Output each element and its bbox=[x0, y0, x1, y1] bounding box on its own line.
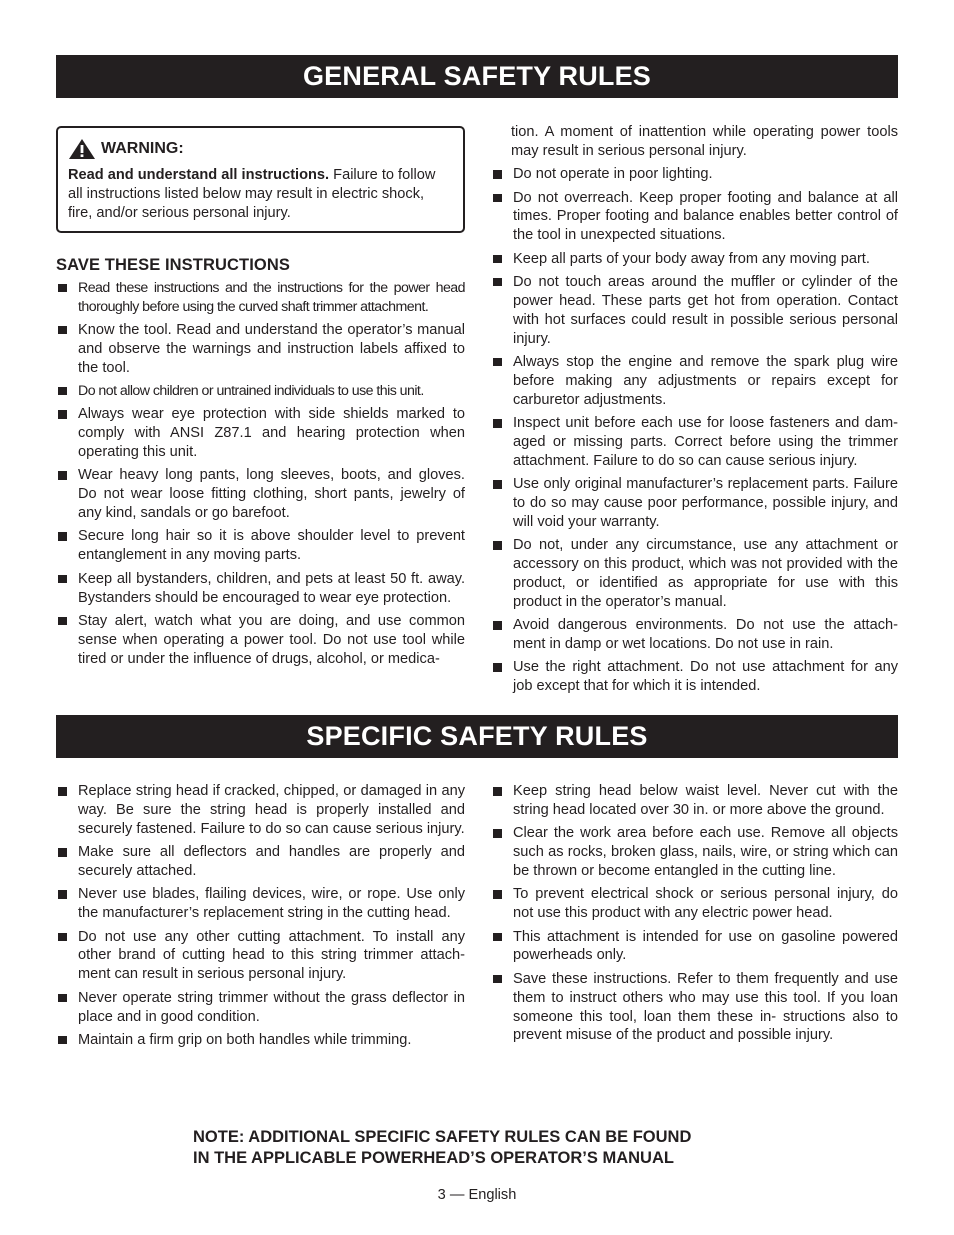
list-item: Do not operate in poor lighting. bbox=[491, 165, 898, 184]
warning-header bbox=[68, 138, 452, 160]
list-item: Wear heavy long pants, long sleeves, boots, and gloves. Do not wear loose fitting clothing, short pants, jewelry of any kind, sandals or go barefoot. bbox=[56, 466, 465, 523]
general-rules-left-column bbox=[56, 126, 465, 673]
specific-safety-rules-banner: SPECIFIC SAFETY RULES bbox=[56, 715, 898, 758]
general-rules-right-column bbox=[491, 123, 898, 701]
list-item: To prevent electrical shock or serious personal injury, do not use this product with any electric power head. bbox=[491, 885, 898, 923]
specific-rules-left-column bbox=[56, 782, 465, 1054]
list-item: Do not overreach. Keep proper footing and balance at all times. Proper footing and balance enables better control of the tool in unexpected situations. bbox=[491, 189, 898, 246]
list-item: Keep all parts of your body away from any moving part. bbox=[491, 250, 898, 269]
list-item: Maintain a firm grip on both handles while trimming. bbox=[56, 1031, 465, 1050]
specific-right-rule-list bbox=[491, 782, 898, 1045]
specific-rules-right-column bbox=[491, 782, 898, 1050]
note-line-2: IN THE APPLICABLE POWERHEAD’S OPERATOR’S MANUAL bbox=[193, 1149, 674, 1167]
general-left-rule-list bbox=[56, 279, 465, 669]
list-item: Secure long hair so it is above shoulder level to prevent entanglement in any moving parts. bbox=[56, 527, 465, 565]
list-item: Stay alert, watch what you are doing, and use common sense when operating a power tool. Do not use tool while tired or under the influence of drugs, alcohol, or medica- bbox=[56, 612, 465, 669]
list-item: Never use blades, flailing devices, wire, or rope. Use only the manufacturer’s replacement string in the cutting head. bbox=[56, 885, 465, 923]
list-item: Use the right attachment. Do not use attachment for any job except that for which it is intended. bbox=[491, 658, 898, 696]
list-item: Use only original manufacturer’s replacement parts. Failure to do so may cause poor performance, possible injury, and will void your warranty. bbox=[491, 475, 898, 532]
list-item: Clear the work area before each use. Remove all objects such as rocks, broken glass, nails, wire, or string which can be thrown or become entangled in the cutting line. bbox=[491, 824, 898, 881]
list-item: Always stop the engine and remove the spark plug wire before making any adjustments or repairs except for carburetor adjustments. bbox=[491, 353, 898, 410]
note-line-1: NOTE: ADDITIONAL SPECIFIC SAFETY RULES CAN BE FOUND bbox=[193, 1128, 692, 1146]
list-item: Know the tool. Read and understand the operator’s manual and observe the warnings and instruction labels affixed to the tool. bbox=[56, 321, 465, 378]
list-item: This attachment is intended for use on gasoline powered powerheads only. bbox=[491, 928, 898, 966]
list-item: Keep all bystanders, children, and pets at least 50 ft. away. Bystanders should be encouraged to wear eye protection. bbox=[56, 570, 465, 608]
list-item: Do not use any other cutting attachment. To install any other brand of cutting head to this string trimmer attach- ment can result in serious personal injury. bbox=[56, 928, 465, 985]
list-item: Never operate string trimmer without the grass deflector in place and in good condition. bbox=[56, 989, 465, 1027]
page-footer: 3 — English bbox=[437, 1187, 517, 1203]
general-right-rule-list bbox=[491, 123, 898, 696]
list-item-continuation: tion. A moment of inattention while operating power tools may result in serious personal injury. bbox=[511, 124, 898, 159]
list-item: Do not allow children or untrained individuals to use this unit. bbox=[56, 382, 465, 401]
general-safety-rules-banner: GENERAL SAFETY RULES bbox=[56, 55, 898, 98]
warning-bold-lead: Read and understand all instructions. bbox=[68, 167, 330, 183]
additional-rules-note bbox=[193, 1127, 813, 1169]
list-item: Read these instructions and the instructions for the power head thoroughly before using the curved shaft trimmer attachment. bbox=[56, 279, 465, 317]
warning-label: WARNING: bbox=[101, 139, 184, 157]
save-instructions-heading: SAVE THESE INSTRUCTIONS bbox=[56, 255, 290, 274]
list-item: Inspect unit before each use for loose fasteners and dam- aged or missing parts. Correct before using the trimmer attachment. Failure to do so can cause serious injury. bbox=[491, 414, 898, 471]
list-item: Do not touch areas around the muffler or cylinder of the power head. These parts get hot from operation. Contact with hot surfaces could result in possible serious personal injury. bbox=[491, 273, 898, 349]
specific-left-rule-list bbox=[56, 782, 465, 1050]
warning-box bbox=[56, 126, 465, 233]
list-item: Make sure all deflectors and handles are properly and securely attached. bbox=[56, 843, 465, 881]
list-item: Save these instructions. Refer to them frequently and use them to instruct others who may use this tool. If you loan someone this tool, loan them these in- structions also to prevent misuse of the product and possible injury. bbox=[491, 970, 898, 1046]
warning-text bbox=[68, 166, 452, 223]
list-item: Do not, under any circumstance, use any attachment or accessory on this product, which was not provided with the product, or identified as appropriate for use with this product in the operator’s manual. bbox=[491, 536, 898, 612]
list-item: Replace string head if cracked, chipped, or damaged in any way. Be sure the string head is properly installed and securely fastened. Failure to do so can cause serious injury. bbox=[56, 782, 465, 839]
list-item: Keep string head below waist level. Never cut with the string head located over 30 in. or more above the ground. bbox=[491, 782, 898, 820]
list-item: Always wear eye protection with side shields marked to comply with ANSI Z87.1 and hearing protection when operating this unit. bbox=[56, 405, 465, 462]
warning-body: Failure to follow all instructions listed below may result in electric shock, fire, and/or serious personal injury. bbox=[68, 167, 436, 221]
warning-triangle-icon bbox=[68, 138, 96, 160]
list-item: Avoid dangerous environments. Do not use the attach- ment in damp or wet locations. Do not use in rain. bbox=[491, 616, 898, 654]
